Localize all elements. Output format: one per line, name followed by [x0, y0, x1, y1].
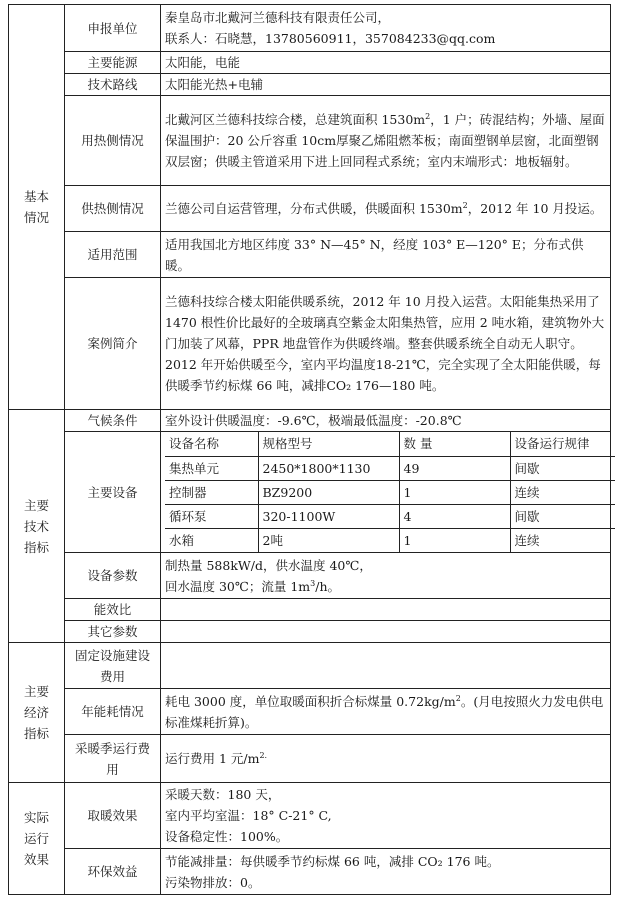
- params-line-2-sup: 3: [310, 578, 316, 588]
- params-value: [161, 553, 611, 599]
- section-effect: [9, 783, 65, 895]
- equipment-name: 集热单元: [165, 456, 258, 480]
- equipment-rule: 间歇: [510, 504, 615, 528]
- applicant-line-1: 秦皇岛市北戴河兰德科技有限责任公司，: [165, 10, 391, 25]
- energy-value: 太阳能，电能: [161, 52, 611, 74]
- fixed-cost-label: [65, 643, 161, 689]
- heating-effect-line-3: 设备稳定性：100%。: [165, 829, 289, 844]
- energy-label: 主要能源: [65, 52, 161, 74]
- user-side-text-cont: ，1 户；砖混结构；外墙、屋面保温围护：20 公斤容重 10cm厚聚乙烯阻燃苯板；南面塑钢单层窗，北面塑钢双层窗；供暖主管道采用下进上回同程式系统；室内末端形式：地板辐射。: [165, 112, 605, 169]
- other-params-value: [161, 621, 611, 643]
- equipment-qty: 4: [399, 504, 510, 528]
- section-effect-label: 实际运行效果: [23, 810, 49, 867]
- equipment-label: 主要设备: [65, 432, 161, 553]
- equipment-header-qty: 数 量: [399, 432, 510, 456]
- route-label: 技术路线: [65, 74, 161, 96]
- supply-side-text: 兰德公司自运营管理，分布式供暖，供暖面积 1530m: [165, 201, 463, 216]
- user-side-label: 用热侧情况: [65, 96, 161, 186]
- applicant-label: 申报单位: [65, 5, 161, 52]
- supply-side-value: [161, 186, 611, 232]
- season-cost-value: [161, 735, 611, 783]
- env-benefit-line-1: 节能减排量：每供暖季节约标煤 66 吨，减排 CO₂ 176 吨。: [165, 853, 500, 869]
- case-label: 案例简介: [65, 278, 161, 410]
- efficiency-label: 能效比: [65, 599, 161, 621]
- heating-effect-label: 取暖效果: [65, 783, 161, 849]
- equipment-qty: 49: [399, 456, 510, 480]
- season-cost-label-text: 采暖季运行费用: [74, 740, 150, 777]
- section-econ: [9, 643, 65, 783]
- params-line-2-end: /h。: [315, 578, 341, 594]
- season-cost-text: 运行费用 1 元/m: [165, 751, 260, 766]
- section-basic: [9, 5, 65, 410]
- equipment-header-row: [165, 432, 615, 456]
- table-row: [165, 528, 615, 552]
- equipment-table: [165, 432, 615, 552]
- equipment-rule: 连续: [510, 528, 615, 552]
- fixed-cost-label-text: 固定设施建设费用: [74, 647, 150, 684]
- applicant-line-2: 联系人：石晓慧，13780560911，357084233@qq.com: [165, 31, 496, 46]
- equipment-name: 水箱: [165, 528, 258, 552]
- params-line-1: 制热量 588kW/d，供水温度 40℃，: [165, 557, 372, 573]
- equipment-name: 循环泵: [165, 504, 258, 528]
- annual-energy-text-cont: 。(月电按照火力发电供电标准煤耗折算)。: [165, 693, 604, 730]
- climate-label: 气候条件: [65, 410, 161, 432]
- climate-value: 室外设计供暖温度：-9.6℃，极端最低温度：-20.8℃: [161, 410, 611, 432]
- fixed-cost-value: [161, 643, 611, 689]
- equipment-header-rule: 设备运行规律: [510, 432, 615, 456]
- params-label: 设备参数: [65, 553, 161, 599]
- annual-energy-text: 耗电 3000 度，单位取暖面积折合标煤量 0.72kg/m: [165, 693, 456, 709]
- equipment-header-spec: 规格型号: [258, 432, 399, 456]
- season-cost-sup: 2.: [259, 750, 268, 760]
- heating-effect-value: [161, 783, 611, 849]
- env-benefit-value: [161, 849, 611, 895]
- scope-value: 适用我国北方地区纬度 33° N—45° N，经度 103° E—120° E；分布式供暖。: [161, 232, 611, 278]
- scope-label: 适用范围: [65, 232, 161, 278]
- other-params-label: 其它参数: [65, 621, 161, 643]
- table-row: [165, 504, 615, 528]
- equipment-spec: 320-1100W: [258, 504, 399, 528]
- equipment-qty: 1: [399, 480, 510, 504]
- params-line-2-text: 回水温度 30℃；流量 1m: [165, 578, 311, 594]
- season-cost-label: [65, 735, 161, 783]
- applicant-value: [161, 5, 611, 52]
- table-row: [165, 480, 615, 504]
- equipment-spec: BZ9200: [258, 480, 399, 504]
- annual-energy-sup: 2: [455, 693, 461, 703]
- env-benefit-line-2: 污染物排放：0。: [165, 874, 261, 890]
- supply-side-sup: 2: [462, 200, 468, 210]
- equipment-spec: 2450*1800*1130: [258, 456, 399, 480]
- user-side-value: [161, 96, 611, 186]
- equipment-header-name: 设备名称: [165, 432, 258, 456]
- params-line-2: [165, 576, 606, 597]
- equipment-name: 控制器: [165, 480, 258, 504]
- table-row: [165, 456, 615, 480]
- user-side-text: 北戴河区兰德科技综合楼，总建筑面积 1530m: [165, 112, 426, 127]
- project-info-table: [8, 4, 611, 895]
- equipment-spec: 2吨: [258, 528, 399, 552]
- section-tech: [9, 410, 65, 643]
- annual-energy-label: 年能耗情况: [65, 689, 161, 735]
- supply-side-text-cont: ，2012 年 10 月投运。: [467, 201, 603, 216]
- heating-effect-line-2: 室内平均室温：18° C-21° C,: [165, 808, 332, 823]
- efficiency-value: [161, 599, 611, 621]
- section-basic-label: 基本情况: [23, 189, 49, 225]
- section-econ-label: 主要经济指标: [23, 684, 49, 741]
- user-side-sup: 2: [425, 111, 431, 121]
- route-value: 太阳能光热+电辅: [161, 74, 611, 96]
- equipment-rule: 连续: [510, 480, 615, 504]
- equipment-rule: 间歇: [510, 456, 615, 480]
- equipment-cell: [161, 432, 611, 553]
- annual-energy-value: [161, 689, 611, 735]
- env-benefit-label: 环保效益: [65, 849, 161, 895]
- section-tech-label: 主要技术指标: [23, 497, 49, 555]
- supply-side-label: 供热侧情况: [65, 186, 161, 232]
- heating-effect-line-1: 采暖天数：180 天，: [165, 787, 281, 802]
- case-value: 兰德科技综合楼太阳能供暖系统，2012 年 10 月投入运营。太阳能集热采用了 1470 根性价比最好的全玻璃真空紫金太阳集热管，应用 2 吨水箱，建筑物外大门加装了风幕，PPR 地盘管作为供暖终端。整套供暖系统全自动无人职守。2012 年开始供暖至今，室内平均温度18-21℃，完全实现了全太阳能供暖，每供暖季节约标煤 66 吨，减排CO₂ 176—180 吨。: [161, 278, 611, 410]
- equipment-qty: 1: [399, 528, 510, 552]
